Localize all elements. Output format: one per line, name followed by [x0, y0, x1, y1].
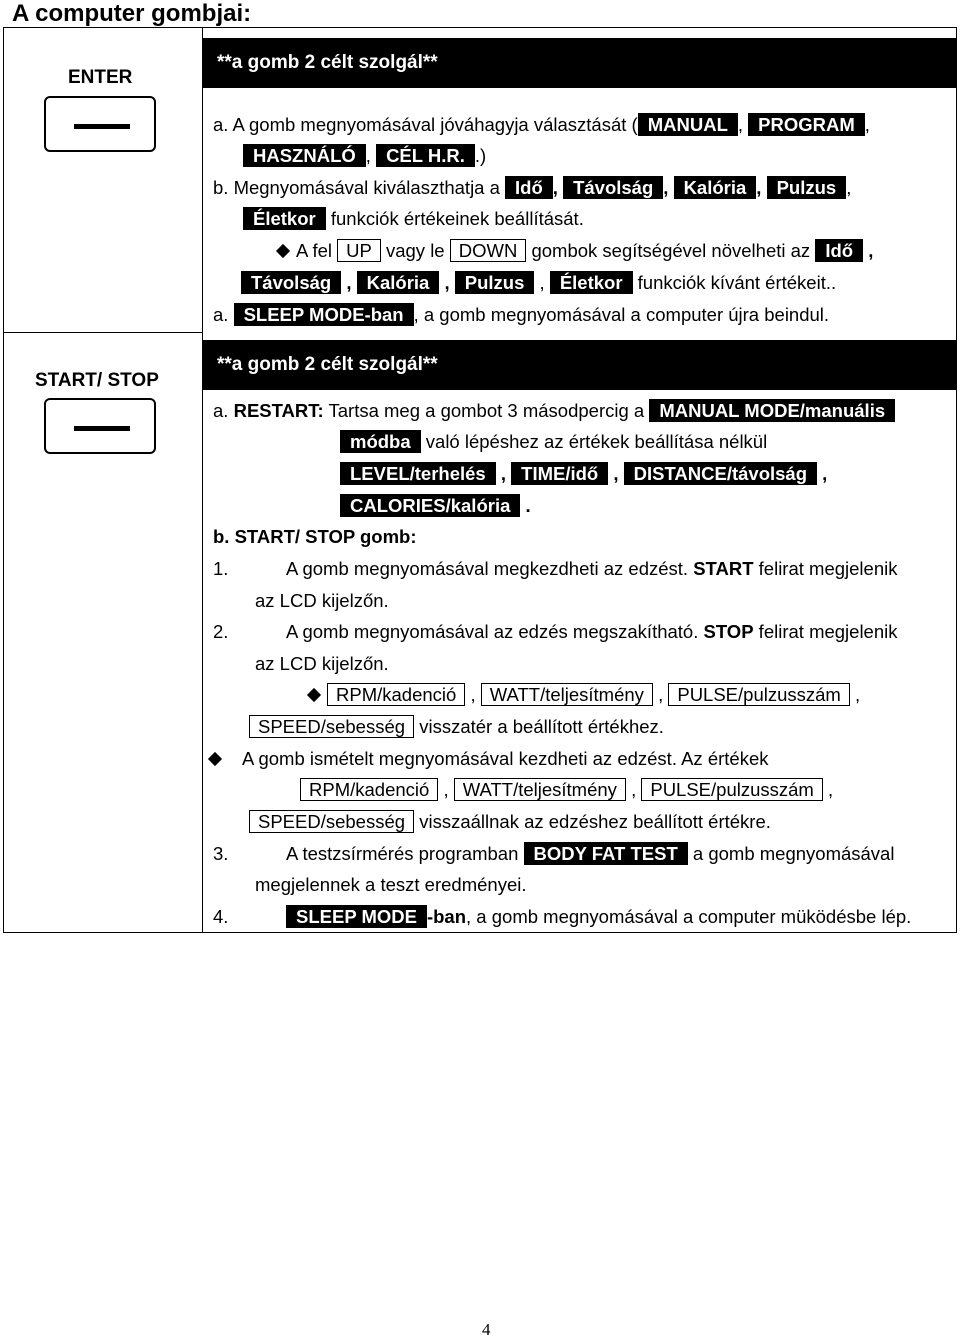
startstop-heading: **a gomb 2 célt szolgál**	[217, 354, 438, 375]
ss-line-14	[249, 811, 771, 833]
distance-highlight: DISTANCE/távolság	[624, 462, 817, 485]
text: ,	[625, 779, 642, 800]
watt-box: WATT/teljesítmény	[481, 683, 653, 706]
text: visszatér a beállított értékhez.	[414, 716, 664, 737]
ss-line-13	[300, 779, 833, 801]
text: ,	[756, 177, 767, 198]
sleep-mode-highlight: SLEEP MODE-ban	[234, 303, 414, 326]
startstop-button-icon	[44, 398, 156, 454]
text: gombok segítségével növelheti az	[526, 240, 816, 261]
diamond-bullet-icon	[208, 752, 222, 766]
column-divider	[202, 28, 203, 932]
ss-line-2	[340, 431, 767, 453]
text: ,	[534, 272, 550, 293]
tavolsag-highlight: Távolság	[563, 176, 663, 199]
list-number: 4.	[213, 906, 229, 927]
text: A gomb megnyomásával az edzés megszakítható.	[286, 621, 704, 642]
eletkor-highlight: Életkor	[243, 207, 326, 230]
startstop-heading-bar	[202, 340, 956, 390]
text: A gomb ismételt megnyomásával kezdheti az edzést. Az értékek	[242, 748, 769, 769]
watt-box: WATT/teljesítmény	[454, 778, 626, 801]
text: funkciók kívánt értékeit..	[632, 272, 837, 293]
ss-line-7: az LCD kijelzőn.	[255, 590, 389, 611]
text: visszaállnak az edzéshez beállított értékre.	[414, 811, 771, 832]
enter-heading-bar	[202, 38, 956, 88]
list-number: 2.	[213, 621, 229, 642]
modba-highlight: módba	[340, 430, 421, 453]
ss-line-5: b. START/ STOP gomb:	[213, 526, 417, 547]
page-number: 4	[482, 1320, 491, 1339]
enter-line-4	[243, 208, 584, 230]
level-highlight: LEVEL/terhelés	[340, 462, 496, 485]
hasznalo-highlight: HASZNÁLÓ	[243, 144, 366, 167]
text: ,	[822, 779, 834, 800]
eletkor-highlight: Életkor	[550, 271, 633, 294]
text: ,	[652, 684, 669, 705]
body-fat-test-highlight: BODY FAT TEST	[524, 842, 688, 865]
text: a. A gomb megnyomásával jóváhagyja választását (	[213, 114, 638, 135]
sleep-mode-highlight: SLEEP MODE	[286, 905, 427, 928]
manual-highlight: MANUAL	[638, 113, 738, 136]
enter-line-7	[213, 304, 829, 326]
ss-line-16: megjelennek a teszt eredményei.	[255, 874, 527, 895]
text: ,	[737, 114, 749, 135]
pulzus-highlight: Pulzus	[455, 271, 535, 294]
pulzus-highlight: Pulzus	[767, 176, 847, 199]
calories-highlight: CALORIES/kalória	[340, 494, 520, 517]
start-word: START	[693, 558, 754, 579]
pulse-box: PULSE/pulzusszám	[668, 683, 849, 706]
text: ,	[863, 240, 874, 261]
ss-line-1	[213, 400, 895, 422]
enter-line-1	[213, 114, 870, 136]
ss-line-3	[340, 463, 827, 485]
dash-icon	[74, 426, 130, 431]
text: , a gomb megnyomásával a computer müködésbe lép.	[466, 906, 912, 927]
program-highlight: PROGRAM	[748, 113, 865, 136]
text: b. Megnyomásával kiválaszthatja a	[213, 177, 506, 198]
enter-line-6	[241, 272, 836, 294]
ban-suffix: -ban	[426, 906, 467, 927]
manual-mode-highlight: MANUAL MODE/manuális	[649, 399, 895, 422]
diamond-bullet-icon	[307, 688, 321, 702]
pulse-box: PULSE/pulzusszám	[641, 778, 822, 801]
text: ,	[846, 177, 852, 198]
text: felirat megjelenik	[753, 558, 898, 579]
ido-highlight: Idő	[505, 176, 553, 199]
text: ,	[439, 272, 455, 293]
ss-line-8	[213, 621, 898, 643]
enter-heading: **a gomb 2 célt szolgál**	[217, 52, 438, 73]
text: vagy le	[380, 240, 450, 261]
down-box: DOWN	[450, 239, 527, 262]
ss-line-17	[213, 906, 911, 928]
text: A gomb megnyomásával megkezdheti az edzést.	[286, 558, 694, 579]
enter-line-3	[213, 177, 851, 199]
text: a.	[213, 304, 234, 325]
text: ,	[608, 463, 624, 484]
row-divider	[4, 332, 202, 333]
ss-line-12	[208, 748, 768, 770]
up-box: UP	[337, 239, 381, 262]
cel-hr-highlight: CÉL H.R.	[376, 144, 475, 167]
ss-line-11	[249, 716, 664, 738]
enter-line-2	[243, 145, 486, 167]
rpm-box: RPM/kadenció	[327, 683, 465, 706]
ido-highlight: Idő	[815, 239, 863, 262]
restart-label: RESTART:	[233, 400, 324, 421]
ss-line-4	[340, 495, 531, 517]
dash-icon	[74, 124, 130, 129]
text: .	[520, 495, 531, 516]
text: ,	[663, 177, 674, 198]
text: ,	[864, 114, 870, 135]
text: , a gomb megnyomásával a computer újra beindul.	[413, 304, 830, 325]
text: ,	[817, 463, 828, 484]
list-number: 1.	[213, 558, 229, 579]
text: való lépéshez az értékek beállítása nélkül	[420, 431, 768, 452]
text: .)	[474, 145, 487, 166]
text: ,	[465, 684, 481, 705]
stop-word: STOP	[703, 621, 754, 642]
text: ,	[341, 272, 357, 293]
enter-line-5	[276, 240, 873, 262]
text: ,	[438, 779, 454, 800]
text: a.	[213, 400, 234, 421]
text: A fel	[296, 240, 338, 261]
text: ,	[849, 684, 861, 705]
speed-box: SPEED/sebesség	[249, 715, 414, 738]
ss-line-15	[213, 843, 894, 865]
page-title: A computer gombjai:	[12, 0, 252, 27]
ss-line-6	[213, 558, 897, 580]
kaloria-highlight: Kalória	[357, 271, 440, 294]
ss-line-10	[307, 684, 860, 706]
list-number: 3.	[213, 843, 229, 864]
enter-button-icon	[44, 96, 156, 152]
speed-box: SPEED/sebesség	[249, 810, 414, 833]
text: Tartsa meg a gombot 3 másodpercig a	[323, 400, 650, 421]
text: ,	[552, 177, 564, 198]
text: ,	[495, 463, 512, 484]
enter-label: ENTER	[68, 67, 133, 88]
text: ,	[365, 145, 377, 166]
time-highlight: TIME/idő	[511, 462, 608, 485]
ss-line-9: az LCD kijelzőn.	[255, 653, 389, 674]
text: felirat megjelenik	[753, 621, 898, 642]
kaloria-highlight: Kalória	[674, 176, 757, 199]
text: A testzsírmérés programban	[286, 843, 524, 864]
startstop-label: START/ STOP	[35, 370, 159, 391]
text: a gomb megnyomásával	[687, 843, 895, 864]
rpm-box: RPM/kadenció	[300, 778, 438, 801]
tavolsag-highlight: Távolság	[241, 271, 341, 294]
text: funkciók értékeinek beállítását.	[325, 208, 584, 229]
diamond-bullet-icon	[276, 244, 290, 258]
